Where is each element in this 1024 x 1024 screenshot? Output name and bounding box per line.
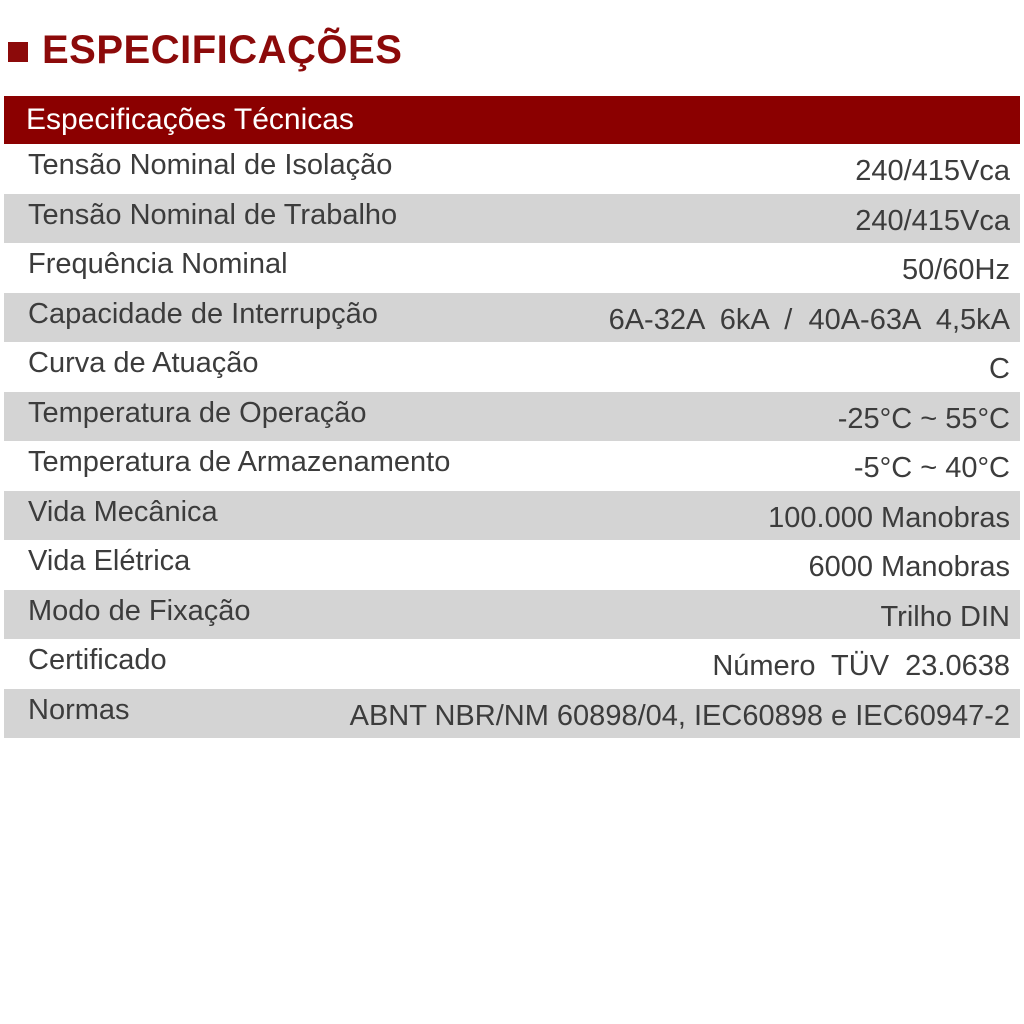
table-row <box>4 243 1020 293</box>
table-row <box>4 491 1020 541</box>
specifications-table <box>4 96 1020 738</box>
table-row <box>4 540 1020 590</box>
row-label: Curva de Atuação <box>28 347 259 380</box>
row-label: Capacidade de Interrupção <box>28 297 378 330</box>
row-label: Tensão Nominal de Isolação <box>28 149 393 182</box>
table-row <box>4 194 1020 244</box>
row-value: 240/415Vca <box>855 204 1010 237</box>
row-label: Vida Mecânica <box>28 495 218 528</box>
row-value: -25°C ~ 55°C <box>837 402 1010 435</box>
bullet-square-icon <box>8 42 28 62</box>
row-value: ABNT NBR/NM 60898/04, IEC60898 e IEC60947-2 <box>349 699 1010 732</box>
row-value: 50/60Hz <box>901 254 1010 287</box>
row-label: Frequência Nominal <box>28 248 288 281</box>
table-row <box>4 689 1020 739</box>
row-value: -5°C ~ 40°C <box>853 452 1010 485</box>
row-label: Certificado <box>28 644 167 677</box>
table-header: Especificações Técnicas <box>4 96 1020 144</box>
table-row <box>4 144 1020 194</box>
row-value: 6A-32A 6kA / 40A-63A 4,5kA <box>608 303 1010 336</box>
row-label: Modo de Fixação <box>28 594 251 627</box>
page-heading <box>8 22 402 78</box>
table-row <box>4 392 1020 442</box>
row-label: Normas <box>28 693 130 726</box>
table-row <box>4 342 1020 392</box>
row-value: 100.000 Manobras <box>768 501 1010 534</box>
row-label: Temperatura de Armazenamento <box>28 446 451 479</box>
row-value: C <box>989 353 1010 386</box>
row-value: 240/415Vca <box>855 155 1010 188</box>
table-row <box>4 293 1020 343</box>
row-value: Trilho DIN <box>880 600 1010 633</box>
row-value: 6000 Manobras <box>808 551 1010 584</box>
row-label: Tensão Nominal de Trabalho <box>28 198 398 231</box>
row-value: Número TÜV 23.0638 <box>712 650 1010 683</box>
row-label: Temperatura de Operação <box>28 396 367 429</box>
row-label: Vida Elétrica <box>28 545 191 578</box>
page-title: ESPECIFICAÇÕES <box>42 27 403 72</box>
table-row <box>4 441 1020 491</box>
table-row <box>4 639 1020 689</box>
table-row <box>4 590 1020 640</box>
